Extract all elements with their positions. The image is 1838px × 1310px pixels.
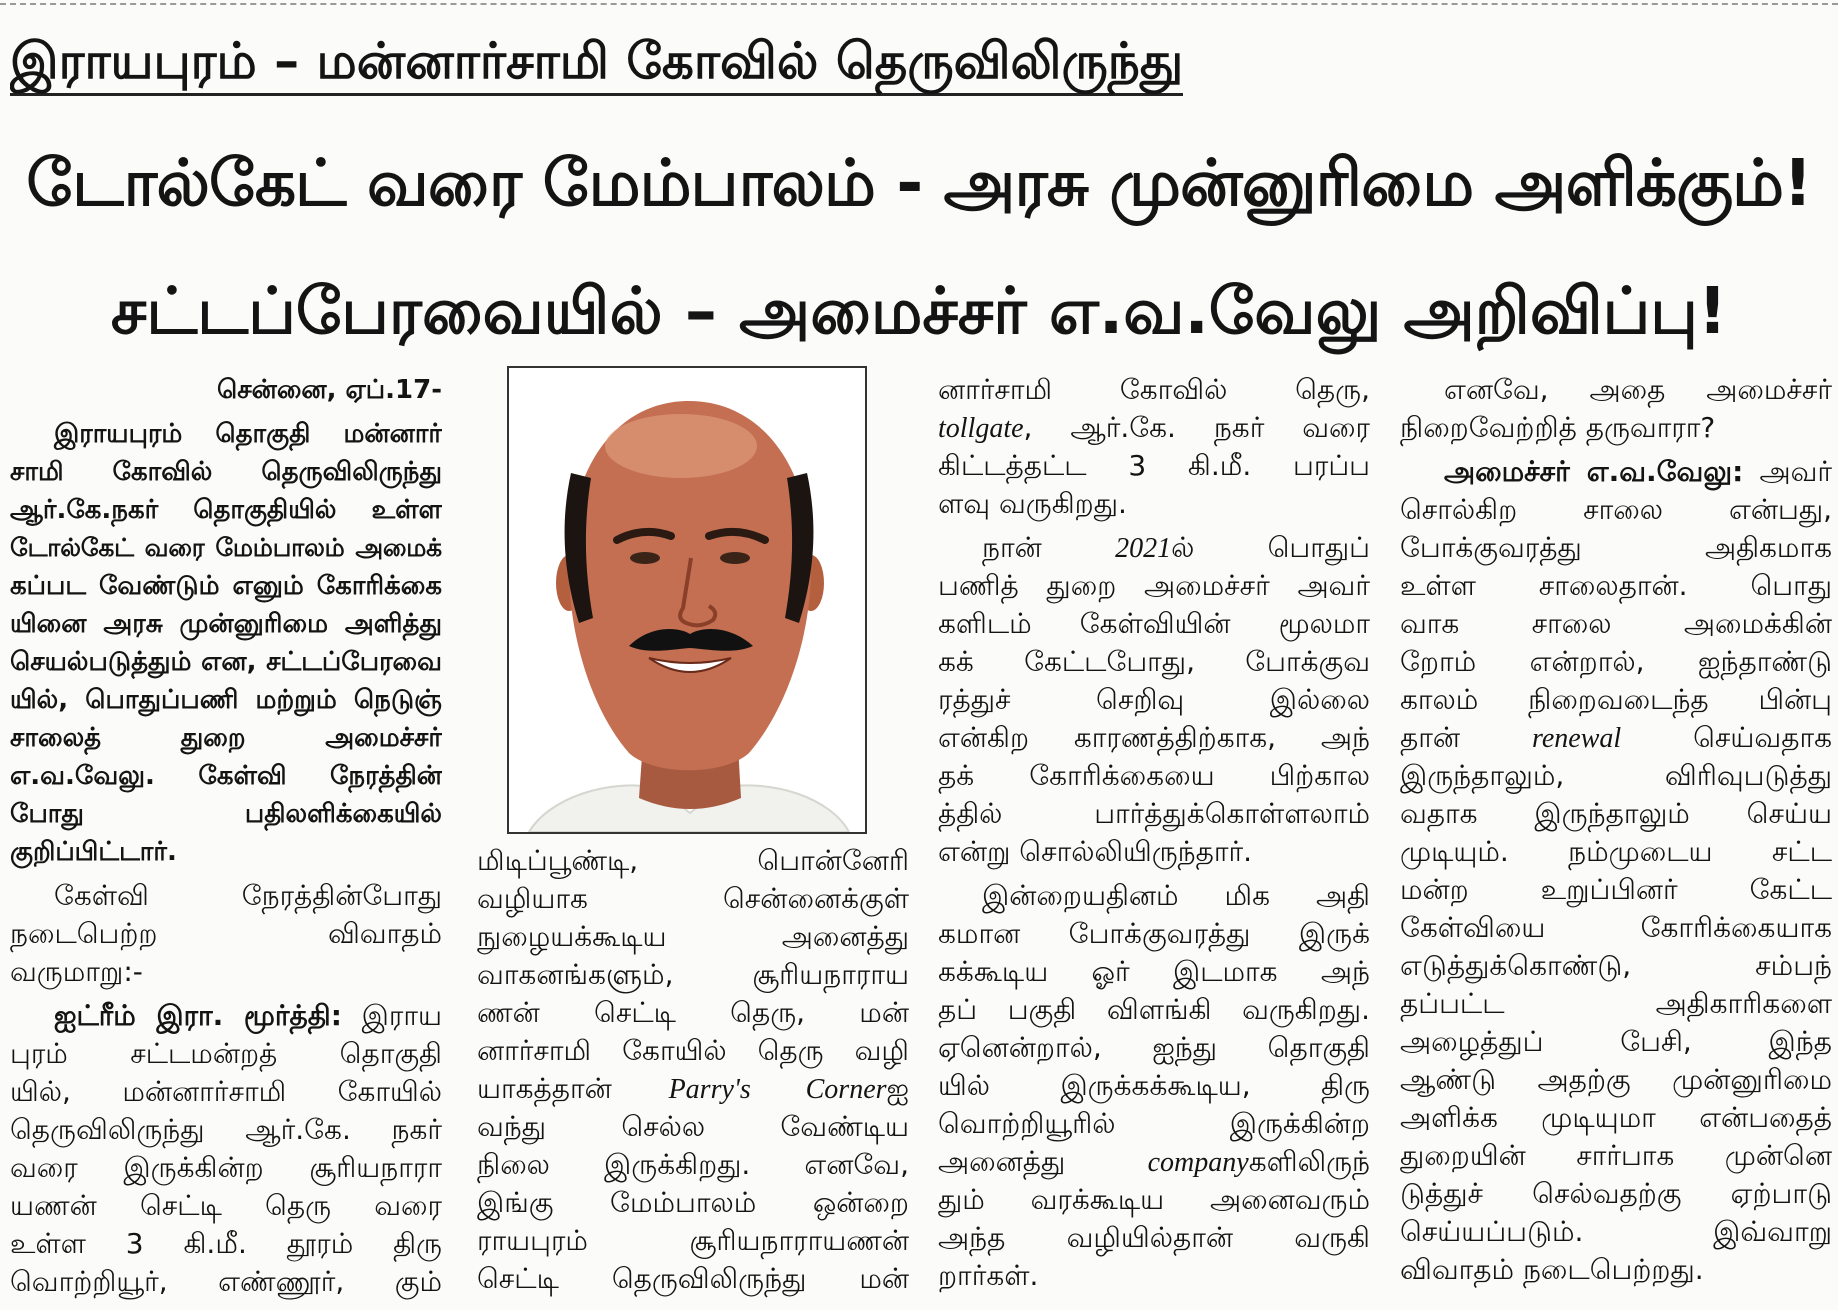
body-paragraph bbox=[477, 842, 909, 1298]
text-line: வாக சாலை அமைக்கின் bbox=[1400, 607, 1832, 640]
latin-term: 2021 bbox=[1115, 533, 1172, 564]
latin-term: tollgate bbox=[938, 413, 1024, 444]
text-line: சொல்கிற சாலை என்பது, bbox=[1400, 493, 1832, 526]
text-line: கக்கூடிய ஓர் இடமாக அந் bbox=[938, 955, 1370, 988]
text-line: செய்யப்படும். இவ்வாறு bbox=[1400, 1215, 1832, 1248]
photo-frame bbox=[507, 366, 867, 834]
text-line: குறிப்பிட்டார். bbox=[10, 837, 177, 867]
text-line: என்கிற காரணத்திற்காக, அந் bbox=[938, 721, 1370, 754]
text-line: நிறைவேற்றித் தருவாரா? bbox=[1400, 411, 1716, 444]
text-segment: களிலிருந் bbox=[1248, 1145, 1370, 1178]
text-line bbox=[1400, 719, 1832, 757]
text-line: ளவு வருகிறது. bbox=[938, 487, 1127, 520]
text-line: நடைபெற்ற விவாதம் bbox=[10, 917, 442, 950]
text-line: பணித் துறை அமைச்சர் அவர் bbox=[938, 569, 1370, 602]
text-line: னார்சாமி கோவில் தெரு, bbox=[938, 373, 1370, 406]
text-line: றோம் என்றால், ஐந்தாண்டு bbox=[1400, 645, 1832, 678]
text-segment: ஐ bbox=[886, 1072, 909, 1105]
text-line: கேள்வியை கோரிக்கையாக bbox=[1400, 911, 1832, 944]
subheadline: சட்டப்பேரவையில் – அமைச்சர் எ.வ.வேலு அறிவிப்பு! bbox=[110, 275, 1728, 349]
body-paragraph bbox=[938, 877, 1370, 1295]
text-line: உள்ள சாலைதான். பொது bbox=[1400, 569, 1832, 602]
text-line: னார்சாமி கோயில் தெரு வழி bbox=[477, 1034, 909, 1067]
latin-term: renewal bbox=[1531, 723, 1622, 754]
text-line: டுத்துச் செல்வதற்கு ஏற்பாடு bbox=[1400, 1177, 1832, 1210]
text-line: செயல்படுத்தும் என, சட்டப்பேரவை bbox=[10, 647, 442, 677]
body-paragraph bbox=[10, 877, 442, 991]
text-line: களிடம் கேள்வியின் மூலமா bbox=[938, 607, 1370, 640]
text-line: ணன் செட்டி தெரு, மன் bbox=[477, 996, 909, 1029]
text-line: யினை அரசு முன்னுரிமை அளித்து bbox=[10, 609, 442, 639]
text-line: வந்து செல்ல வேண்டிய bbox=[477, 1110, 909, 1143]
text-line: தக் கோரிக்கையை பிற்கால bbox=[938, 759, 1370, 792]
article-column-4 bbox=[1400, 371, 1832, 1307]
text-line: வருமாறு:- bbox=[10, 955, 143, 988]
text-line: வரை இருக்கின்ற சூரியநாரா bbox=[10, 1151, 442, 1184]
body-paragraph bbox=[10, 997, 442, 1301]
article-column-2 bbox=[477, 842, 909, 1308]
text-line bbox=[938, 529, 1370, 567]
text-line: புரம் சட்டமன்றத் தொகுதி bbox=[10, 1037, 442, 1070]
text-line: இன்றையதினம் மிக அதி bbox=[982, 879, 1370, 912]
body-paragraph bbox=[1400, 453, 1832, 1289]
speaker-name: ஐட்ரீம் இரா. மூர்த்தி: bbox=[54, 999, 342, 1032]
text-segment: அவர் bbox=[1743, 455, 1832, 488]
text-line: எடுத்துக்கொண்டு, சம்பந் bbox=[1400, 949, 1832, 982]
text-line: யணன் செட்டி தெரு வரை bbox=[10, 1189, 442, 1222]
portrait-photo bbox=[509, 368, 865, 832]
text-line: என்று சொல்லியிருந்தார். bbox=[938, 835, 1253, 868]
text-segment: செய்வதாக bbox=[1621, 721, 1832, 754]
text-segment: , ஆர்.கே. நகர் வரை bbox=[1023, 411, 1370, 444]
text-segment: ல் பொதுப் bbox=[1171, 531, 1370, 564]
text-line: முடியும். நம்முடைய சட்ட bbox=[1400, 835, 1832, 868]
text-line: துறையின் சார்பாக முன்னெ bbox=[1400, 1139, 1832, 1172]
text-line: உள்ள 3 கி.மீ. தூரம் திரு bbox=[10, 1227, 442, 1260]
text-line: நுழையக்கூடிய அனைத்து bbox=[477, 920, 909, 953]
text-line bbox=[1400, 453, 1832, 491]
text-line: ஆர்.கே.நகர் தொகுதியில் உள்ள bbox=[10, 495, 442, 525]
text-line: ரத்துச் செறிவு இல்லை bbox=[938, 683, 1370, 716]
text-line: காலம் நிறைவடைந்த பின்பு bbox=[1400, 683, 1832, 716]
body-paragraph bbox=[938, 529, 1370, 871]
text-line: கக் கேட்டபோது, போக்குவ bbox=[938, 645, 1370, 678]
text-line: கேள்வி நேரத்தின்போது bbox=[54, 879, 442, 912]
text-line bbox=[477, 1070, 909, 1108]
body-paragraph bbox=[1400, 371, 1832, 447]
text-line: த்தில் பார்த்துக்கொள்ளலாம் bbox=[938, 797, 1370, 830]
body-paragraph bbox=[938, 371, 1370, 523]
text-line: ராயபுரம் சூரியநாராயணன் bbox=[477, 1224, 909, 1257]
text-line: அந்த வழியில்தான் வருகி bbox=[938, 1221, 1370, 1254]
text-line: கிட்டத்தட்ட 3 கி.மீ. பரப்ப bbox=[938, 449, 1370, 482]
dateline bbox=[10, 371, 442, 409]
text-line: யில், மன்னார்சாமி கோயில் bbox=[10, 1075, 442, 1108]
text-line: கப்பட வேண்டும் எனும் கோரிக்கை bbox=[10, 571, 442, 601]
text-line: டோல்கேட் வரை மேம்பாலம் அமைக் bbox=[10, 533, 442, 562]
text-line: தெருவிலிருந்து ஆர்.கே. நகர் bbox=[10, 1113, 442, 1146]
article-column-1 bbox=[10, 371, 442, 1307]
text-line: சாமி கோவில் தெருவிலிருந்து bbox=[10, 457, 442, 487]
text-line: எனவே, அதை அமைச்சர் bbox=[1444, 373, 1832, 406]
text-line: இங்கு மேம்பாலம் ஒன்றை bbox=[477, 1186, 909, 1219]
text-line bbox=[10, 997, 442, 1035]
text-line: எ.வ.வேலு. கேள்வி நேரத்தின் bbox=[10, 761, 442, 791]
text-line: வொற்றியூர், எண்ணூர், கும் bbox=[10, 1265, 442, 1298]
kicker-container bbox=[10, 31, 1530, 103]
text-line: தும் வரக்கூடிய அனைவரும் bbox=[938, 1183, 1370, 1216]
text-line: விவாதம் நடைபெற்றது. bbox=[1400, 1253, 1704, 1286]
lead-paragraph bbox=[10, 415, 442, 871]
text-segment: தான் bbox=[1400, 721, 1532, 754]
speaker-name: அமைச்சர் எ.வ.வேலு: bbox=[1444, 455, 1744, 488]
text-line: யில், பொதுப்பணி மற்றும் நெடுஞ் bbox=[10, 685, 442, 715]
text-line: வழியாக சென்னைக்குள் bbox=[477, 882, 909, 915]
text-line: யில் இருக்கக்கூடிய, திரு bbox=[938, 1069, 1370, 1102]
text-line: ஏனென்றால், ஐந்து தொகுதி bbox=[938, 1031, 1370, 1064]
text-line: போது பதிலளிக்கையில் bbox=[10, 799, 442, 829]
text-line: ஆண்டு அதற்கு முன்னுரிமை bbox=[1400, 1063, 1832, 1096]
text-segment: அனைத்து bbox=[938, 1145, 1148, 1178]
main-headline: டோல்கேட் வரை மேம்பாலம் - அரசு முன்னுரிமை அளிக்கும்! bbox=[26, 146, 1812, 221]
latin-term: company bbox=[1147, 1147, 1249, 1178]
text-line: நிலை இருக்கிறது. எனவே, bbox=[477, 1148, 909, 1181]
text-line: தப் பகுதி விளங்கி வருகிறது. bbox=[938, 993, 1370, 1026]
text-line: கமான போக்குவரத்து இருக் bbox=[938, 917, 1370, 950]
text-segment: நான் bbox=[982, 531, 1116, 564]
top-dashed-rule bbox=[0, 3, 1838, 5]
text-line: சாலைத் துறை அமைச்சர் bbox=[10, 723, 442, 753]
text-line: அளிக்க முடியுமா என்பதைத் bbox=[1400, 1101, 1832, 1134]
text-line: இராயபுரம் தொகுதி மன்னார் bbox=[54, 419, 442, 449]
text-line: அழைத்துப் பேசி, இந்த bbox=[1400, 1025, 1832, 1058]
text-line: செட்டி தெருவிலிருந்து மன் bbox=[477, 1262, 909, 1295]
kicker-headline: இராயபுரம் – மன்னார்சாமி கோவில் தெருவிலிருந்து bbox=[10, 31, 1183, 96]
text-line: மன்ற உறுப்பினர் கேட்ட bbox=[1400, 873, 1832, 906]
text-line: போக்குவரத்து அதிகமாக bbox=[1400, 531, 1832, 564]
article-column-3 bbox=[938, 371, 1370, 1307]
text-line: மிடிப்பூண்டி, பொன்னேரி bbox=[477, 844, 909, 877]
text-line: வாகனங்களும், சூரியநாராய bbox=[477, 958, 909, 991]
text-line bbox=[938, 1143, 1370, 1181]
text-segment: இராய bbox=[341, 999, 442, 1032]
text-line: சென்னை, ஏப்.17- bbox=[216, 375, 442, 405]
text-line bbox=[938, 409, 1370, 447]
text-segment: யாகத்தான் bbox=[477, 1072, 669, 1105]
text-line: வொற்றியூரில் இருக்கின்ற bbox=[938, 1107, 1370, 1140]
text-line: தப்பட்ட அதிகாரிகளை bbox=[1400, 987, 1832, 1020]
text-line: இருந்தாலும், விரிவுபடுத்து bbox=[1400, 759, 1832, 792]
latin-term: Parry's Corner bbox=[668, 1074, 887, 1105]
text-line: றார்கள். bbox=[938, 1259, 1039, 1292]
text-line: வதாக இருந்தாலும் செய்ய bbox=[1400, 797, 1832, 830]
